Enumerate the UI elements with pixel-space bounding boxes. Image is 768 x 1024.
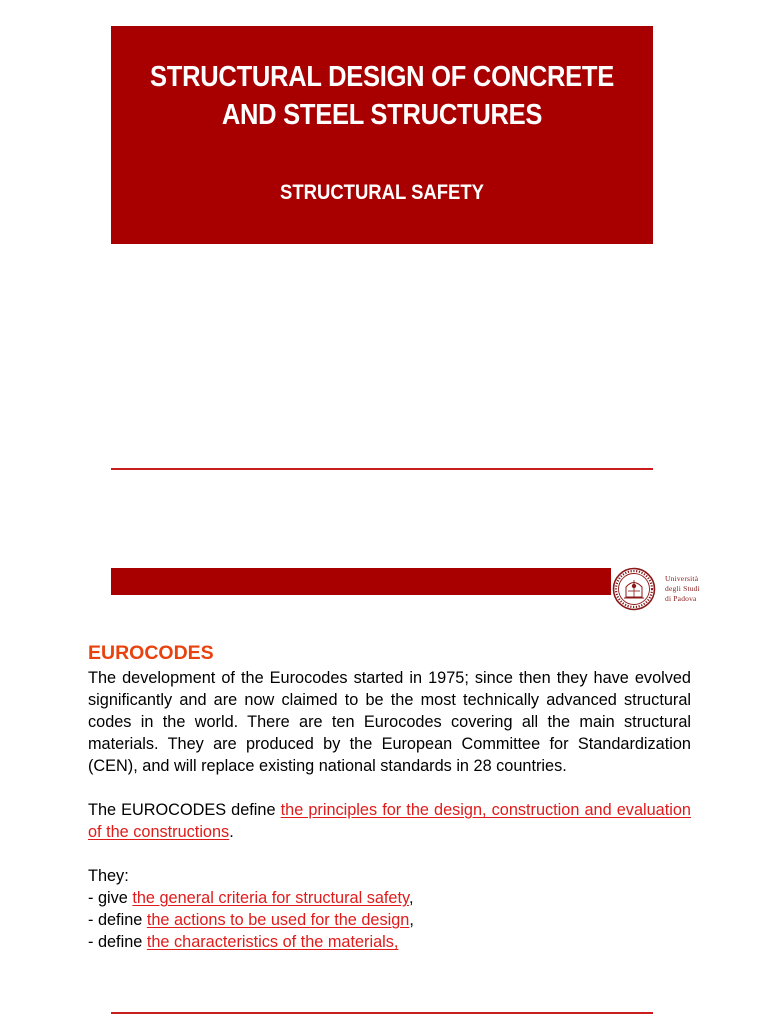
they-label: They: <box>88 867 129 885</box>
design-actions-link[interactable]: the actions to be used for the design <box>146 911 410 929</box>
materials-link[interactable]: the characteristics of the materials, <box>146 933 399 951</box>
university-logo <box>612 566 712 614</box>
intro-paragraph: The development of the Eurocodes started in 1975; since then they have evolved significantly and are now claimed to be the most technically advanced structural codes in the world. There are ten Eurocodes covering all the main structural materials. They are produced by the European Committee for Standardization (CEN), and will replace existing national standards in 28 countries. <box>88 669 691 775</box>
slide-title: STRUCTURAL DESIGN OF CONCRETE AND STEEL STRUCTURES <box>149 61 615 131</box>
university-name: Università degli Studi di Padova <box>665 574 700 603</box>
define-paragraph: The EUROCODES define the principles for the design, construction and evaluation of the constructions. <box>88 801 691 841</box>
title-banner <box>111 26 653 244</box>
list-item: - give the general criteria for structural safety, <box>88 889 414 907</box>
slide-divider-bottom <box>111 1012 653 1014</box>
list-item: - define the actions to be used for the design, <box>88 911 414 929</box>
safety-criteria-link[interactable]: the general criteria for structural safety <box>132 889 409 907</box>
list-item: - define the characteristics of the materials, <box>88 933 399 951</box>
slide-header-bar <box>111 568 611 595</box>
slide-subtitle: STRUCTURAL SAFETY <box>280 181 484 204</box>
slide-content <box>88 640 691 953</box>
principles-link[interactable]: the principles for the design, construction and evaluation of the constructions <box>88 801 691 841</box>
slide-divider-top <box>111 468 653 470</box>
university-seal-icon <box>612 567 656 611</box>
section-heading: EUROCODES <box>88 642 214 664</box>
